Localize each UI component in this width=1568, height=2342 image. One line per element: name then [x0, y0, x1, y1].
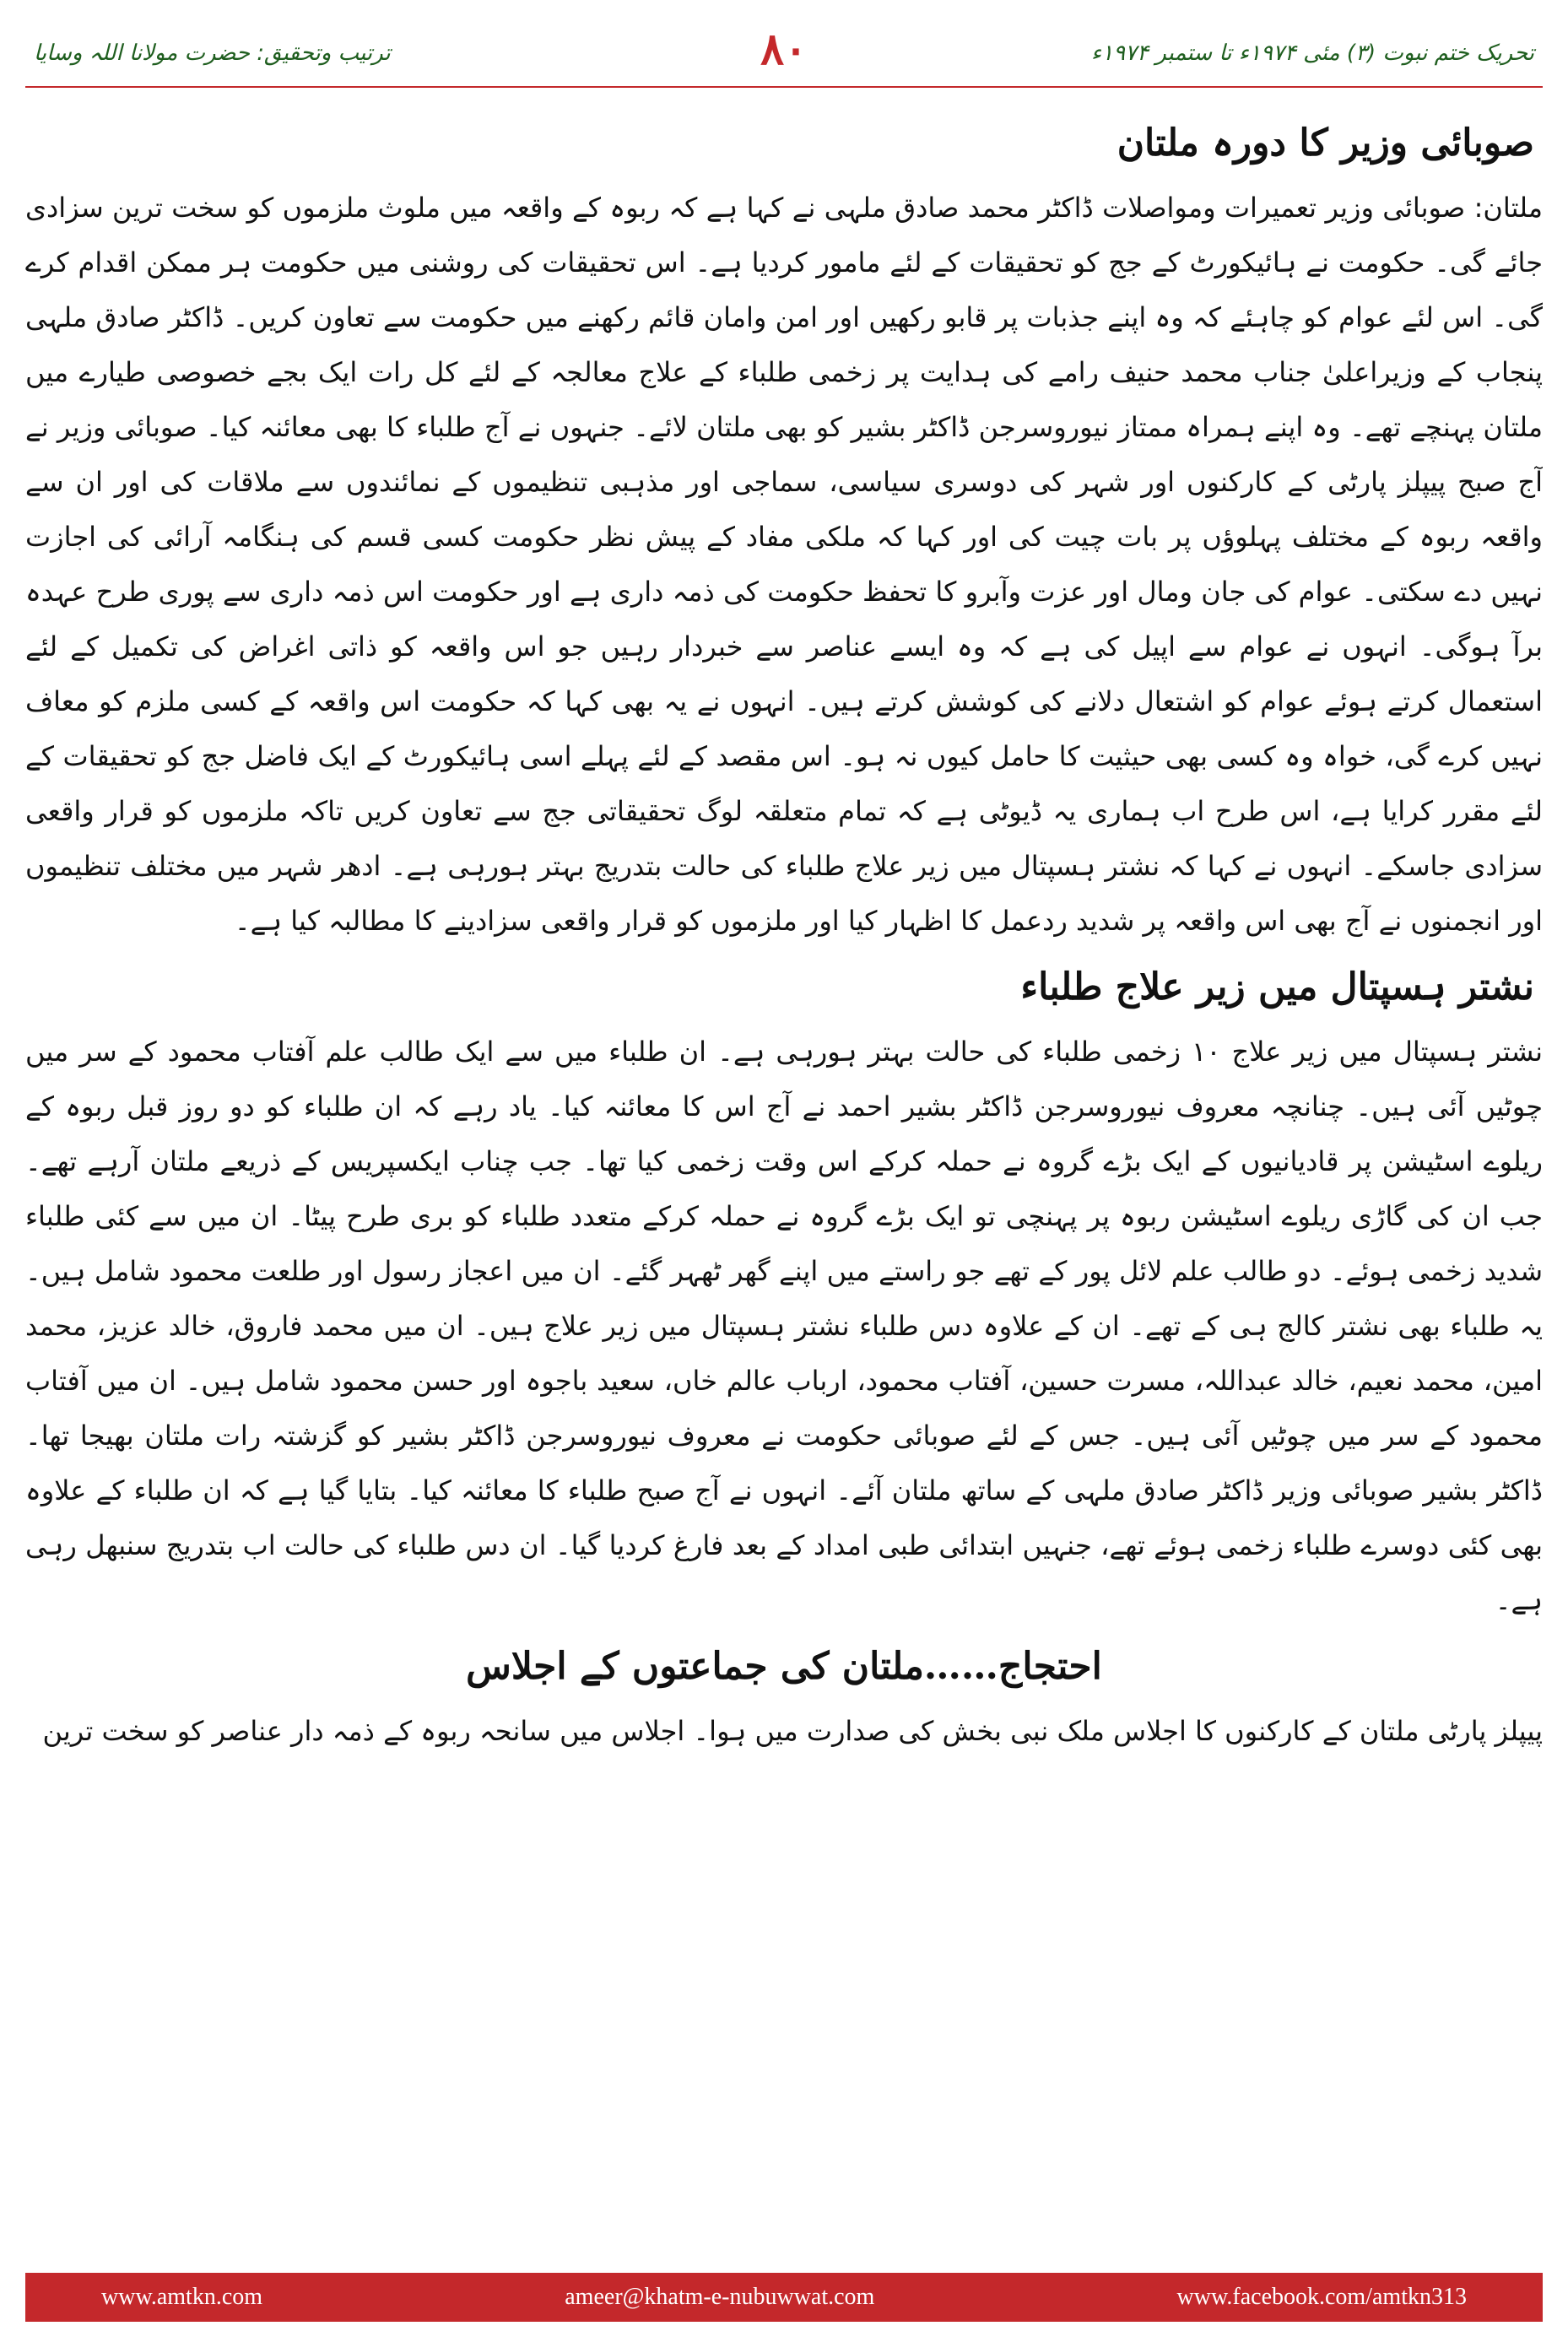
- section-heading-nishtar-hospital: نشتر ہسپتال میں زیر علاج طلباء: [1020, 965, 1534, 1009]
- paragraph-nishtar-hospital: نشتر ہسپتال میں زیر علاج ۱۰ زخمی طلباء کی حالت بہتر ہورہی ہے۔ ان طلباء میں سے ایک طالب علم آفتاب محمود کے سر میں چوٹیں آئی ہیں۔ چنانچہ معروف نیوروسرجن ڈاکٹر بشیر احمد نے آج اس کا معائنہ کیا۔ یاد رہے کہ ان طلباء کو دو روز قبل ربوہ کے ریلوے اسٹیشن پر قادیانیوں کے ایک بڑے گروہ نے حملہ کرکے اس وقت زخمی کیا تھا۔ جب چناب ایکسپریس کے ذریعے ملتان آرہے تھے۔ جب ان کی گاڑی ریلوے اسٹیشن ربوہ پر پہنچی تو ایک بڑے گروہ نے حملہ کرکے متعدد طلباء کو بری طرح پیٹا۔ ان میں سے کئی طلباء شدید زخمی ہوئے۔ دو طالب علم لائل پور کے تھے جو راستے میں اپنے گھر ٹھہر گئے۔ ان میں اعجاز رسول اور طلعت محمود شامل ہیں۔ یہ طلباء بھی نشتر کالج ہی کے تھے۔ ان کے علاوہ دس طلباء نشتر ہسپتال میں زیر علاج ہیں۔ ان میں محمد فاروق، خالد عزیز، محمد امین، محمد نعیم، خالد عبداللہ، مسرت حسین، آفتاب محمود، ارباب عالم خاں، سعید باجوہ اور حسن محمود شامل ہیں۔ ان میں آفتاب محمود کے سر میں چوٹیں آئی ہیں۔ جس کے لئے صوبائی حکومت نے معروف نیوروسرجن ڈاکٹر بشیر کو گزشتہ رات ملتان بھیجا تھا۔ ڈاکٹر بشیر صوبائی وزیر ڈاکٹر صادق ملہی کے ساتھ ملتان آئے۔ انہوں نے آج صبح طلباء کا معائنہ کیا۔ بتایا گیا ہے کہ ان طلباء کے علاوہ بھی کئی دوسرے طلباء زخمی ہوئے تھے، جنہیں ابتدائی طبی امداد کے بعد فارغ کردیا گیا۔ ان دس طلباء کی حالت اب بتدریج سنبھل رہی ہے۔: [25, 1036, 1543, 1616]
- footer-bar: [25, 2273, 1543, 2322]
- paragraph-protest: پیپلز پارٹی ملتان کے کارکنوں کا اجلاس ملک نبی بخش کی صدارت میں ہوا۔ اجلاس میں سانحہ ربوہ کے ذمہ دار عناصر کو سخت ترین: [42, 1715, 1543, 1747]
- article-body: [25, 118, 1543, 2247]
- footer-facebook-link[interactable]: www.facebook.com/amtkn313: [1176, 2284, 1467, 2310]
- header-book-title: تحریک ختم نبوت (۳) مئی ۱۹۷۴ء تا ستمبر ۱۹۷۴ء: [1090, 41, 1534, 66]
- paragraph-minister-visit: ملتان: صوبائی وزیر تعمیرات ومواصلات ڈاکٹر محمد صادق ملہی نے کہا ہے کہ ربوہ کے واقعہ میں ملوث ملزموں کو سخت ترین سزادی جائے گی۔ حکومت نے ہائیکورٹ کے جج کو تحقیقات کے لئے مامور کردیا ہے۔ اس تحقیقات کی روشنی میں حکومت ہر ممکن اقدام کرے گی۔ اس لئے عوام کو چاہئے کہ وہ اپنے جذبات پر قابو رکھیں اور امن وامان قائم رکھنے میں حکومت سے تعاون کریں۔ ڈاکٹر صادق ملہی پنجاب کے وزیراعلیٰ جناب محمد حنیف رامے کی ہدایت پر زخمی طلباء کے علاج معالجہ کے لئے کل رات ایک بجے خصوصی طیارے میں ملتان پہنچے تھے۔ وہ اپنے ہمراہ ممتاز نیوروسرجن ڈاکٹر بشیر کو بھی ملتان لائے۔ جنہوں نے آج طلباء کا بھی معائنہ کیا۔ صوبائی وزیر نے آج صبح پیپلز پارٹی کے کارکنوں اور شہر کی دوسری سیاسی، سماجی اور مذہبی تنظیموں کے نمائندوں سے ملاقات کی اور ان سے واقعہ ربوہ کے مختلف پہلوؤں پر بات چیت کی اور کہا کہ ملکی مفاد کے پیش نظر حکومت کسی قسم کی ہنگامہ آرائی کی اجازت نہیں دے سکتی۔ عوام کی جان ومال اور عزت وآبرو کا تحفظ حکومت کی ذمہ داری ہے اور حکومت اس ذمہ داری سے پوری طرح عہدہ برآ ہوگی۔ انہوں نے عوام سے اپیل کی ہے کہ وہ ایسے عناصر سے خبردار رہیں جو اس واقعہ کو ذاتی اغراض کی تکمیل کے لئے استعمال کرتے ہوئے عوام کو اشتعال دلانے کی کوشش کرتے ہیں۔ انہوں نے یہ بھی کہا کہ حکومت اس واقعہ کے کسی ملزم کو معاف نہیں کرے گی، خواہ وہ کسی بھی حیثیت کا حامل کیوں نہ ہو۔ اس مقصد کے لئے پہلے اسی ہائیکورٹ کے ایک فاضل جج کو تحقیقات کے لئے مقرر کرایا ہے، اس طرح اب ہماری یہ ڈیوٹی ہے کہ تمام متعلقہ لوگ تحقیقاتی جج سے تعاون کریں تاکہ ملزموں کو قرار واقعی سزادی جاسکے۔ انہوں نے کہا کہ نشتر ہسپتال میں زیر علاج طلباء کی حالت بتدریج بہتر ہورہی ہے۔ ادھر شہر میں مختلف تنظیموں اور انجمنوں نے آج بھی اس واقعہ پر شدید ردعمل کا اظہار کیا اور ملزموں کو قرار واقعی سزادینے کا مطالبہ کیا ہے۔: [25, 192, 1543, 937]
- page-number: ٨٠: [760, 24, 808, 75]
- section-heading-minister-visit: صوبائی وزیر کا دورہ ملتان: [1117, 122, 1534, 165]
- section-heading-protest: احتجاج……ملتان کی جماعتوں کے اجلاس: [466, 1645, 1102, 1688]
- footer-website-link[interactable]: www.amtkn.com: [101, 2284, 263, 2310]
- running-header: [25, 19, 1543, 88]
- footer-email-link[interactable]: ameer@khatm-e-nubuwwat.com: [565, 2284, 875, 2310]
- header-compiler: ترتیب وتحقیق: حضرت مولانا اللہ وسایا: [34, 41, 391, 66]
